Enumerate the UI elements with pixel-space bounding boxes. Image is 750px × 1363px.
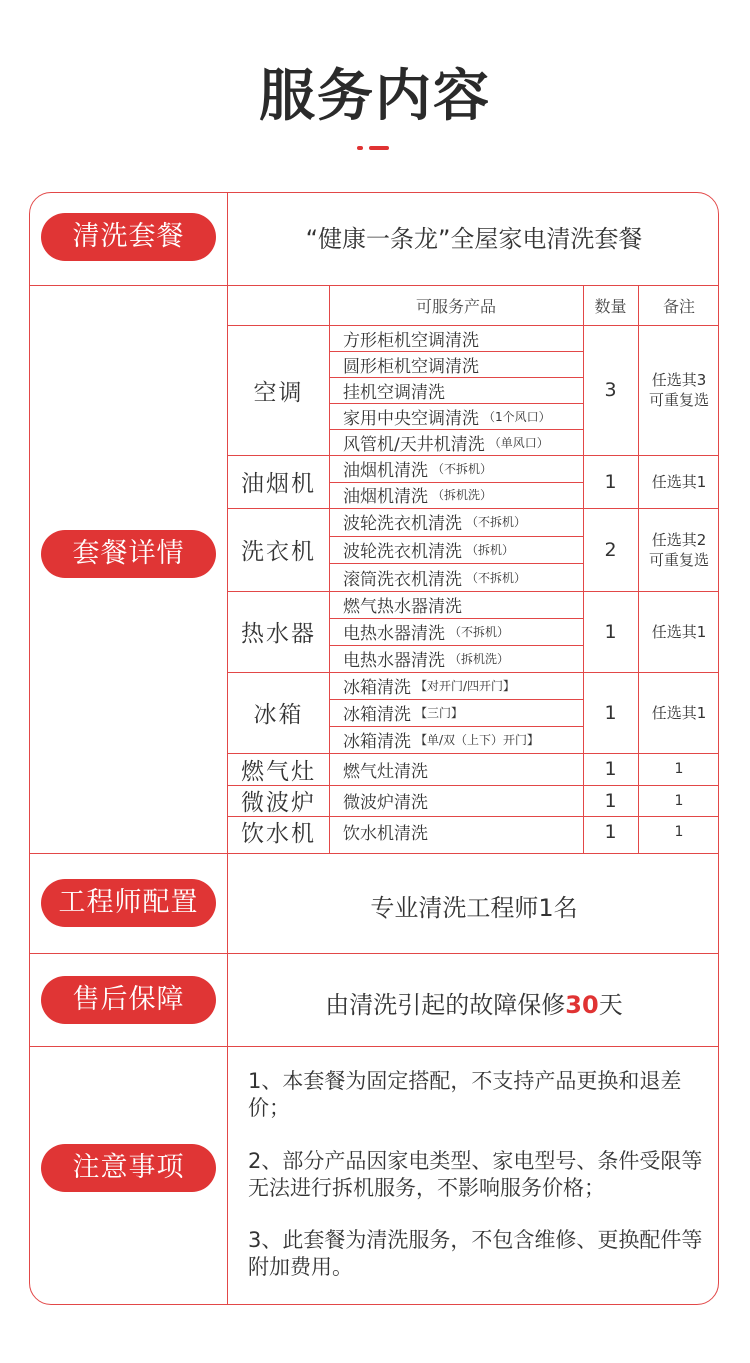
product-name: 波轮洗衣机清洗 <box>343 514 462 535</box>
note-item: 2、部分产品因家电类型、家电型号、条件受限等无法进行拆机服务，不影响服务价格； <box>248 1149 703 1200</box>
product-item <box>329 699 583 726</box>
product-note: （不拆机） <box>466 570 527 585</box>
details-label: 套餐详情 <box>41 530 216 578</box>
remark-value: 1 <box>674 761 684 777</box>
product-name: 油烟机清洗 <box>343 460 428 481</box>
product-note: （拆机） <box>466 542 515 557</box>
product-name: 电热水器清洗 <box>343 651 445 671</box>
product-item <box>329 325 583 351</box>
category-label: 空调 <box>253 379 304 406</box>
product-name: 冰箱清洗 <box>343 705 411 725</box>
quantity-value: 1 <box>604 470 617 493</box>
product-name: 方形柜机空调清洗 <box>343 330 479 351</box>
product-name: 家用中央空调清洗 <box>343 408 479 429</box>
product-name: 挂机空调清洗 <box>343 382 445 403</box>
product-name: 燃气热水器清洗 <box>343 597 462 617</box>
product-note: （不拆机） <box>432 461 493 476</box>
category-label: 饮水机 <box>241 821 316 847</box>
product-note: （拆机洗） <box>449 652 510 666</box>
package-detail-table <box>228 285 719 853</box>
package-value: “健康一条龙”全屋家电清洗套餐 <box>305 225 643 253</box>
product-note: （1个风口） <box>483 409 551 424</box>
product-name: 圆形柜机空调清洗 <box>343 356 479 377</box>
remark-value: 任选其1 <box>651 472 707 491</box>
row-divider <box>30 1046 719 1047</box>
quantity-value: 1 <box>604 820 617 843</box>
remark-value: 任选其2 可重复选 <box>648 530 709 569</box>
product-note: （单风口） <box>488 435 549 450</box>
product-item <box>329 536 583 564</box>
engineer-label: 工程师配置 <box>41 879 216 927</box>
title-deco-dash <box>369 146 389 150</box>
product-name: 滚筒洗衣机清洗 <box>343 569 462 590</box>
category-label: 油烟机 <box>241 471 316 497</box>
product-note: （拆机洗） <box>432 488 493 503</box>
header-product: 可服务产品 <box>415 296 496 316</box>
product-name: 油烟机清洗 <box>343 487 428 508</box>
product-item <box>329 403 583 429</box>
notes-label: 注意事项 <box>41 1144 216 1192</box>
remark-value: 任选其3 可重复选 <box>648 371 709 409</box>
product-item <box>329 482 583 509</box>
product-name: 冰箱清洗 <box>343 732 411 752</box>
row-divider <box>30 953 719 954</box>
product-note: （不拆机） <box>449 625 510 639</box>
note-item: 1、本套餐为固定搭配，不支持产品更换和退差价； <box>248 1069 682 1120</box>
warranty-label: 售后保障 <box>41 976 216 1024</box>
quantity-value: 1 <box>604 758 617 780</box>
note-item: 3、此套餐为清洗服务，不包含维修、更换配件等附加费用。 <box>248 1228 703 1279</box>
remark-value: 1 <box>674 792 684 809</box>
warranty-suffix: 天 <box>598 991 623 1019</box>
remark-value: 1 <box>674 823 684 840</box>
header-qty: 数量 <box>594 296 627 316</box>
product-note: 【对开门/四开门】 <box>415 679 516 693</box>
product-item <box>329 672 583 699</box>
product-item <box>329 429 583 455</box>
row-divider <box>30 853 719 854</box>
product-item <box>329 377 583 403</box>
product-name: 电热水器清洗 <box>343 624 445 644</box>
product-item <box>329 785 583 816</box>
product-item <box>329 455 583 482</box>
product-name: 波轮洗衣机清洗 <box>343 541 462 562</box>
remark-value: 任选其1 <box>651 622 707 641</box>
title-deco-dot <box>357 146 363 150</box>
product-item <box>329 753 583 785</box>
remark-value: 任选其1 <box>651 703 707 722</box>
header-remark: 备注 <box>662 296 695 316</box>
product-item <box>329 816 583 847</box>
product-note: 【三门】 <box>415 706 464 720</box>
quantity-value: 3 <box>604 379 617 401</box>
service-card <box>29 192 719 1305</box>
product-item <box>329 591 583 618</box>
quantity-value: 2 <box>604 538 617 561</box>
product-note: （不拆机） <box>466 515 527 530</box>
category-label: 洗衣机 <box>241 539 316 565</box>
warranty-prefix: 由清洗引起的故障保修 <box>325 991 566 1019</box>
product-name: 燃气灶清洗 <box>343 761 428 782</box>
product-item <box>329 351 583 377</box>
product-name: 微波炉清洗 <box>343 793 428 813</box>
product-item <box>329 508 583 536</box>
product-item <box>329 645 583 672</box>
quantity-value: 1 <box>604 620 617 643</box>
product-name: 风管机/天井机清洗 <box>343 434 485 455</box>
category-label: 冰箱 <box>253 702 304 728</box>
warranty-value <box>228 985 719 1020</box>
category-label: 燃气灶 <box>241 758 316 785</box>
package-label: 清洗套餐 <box>41 213 216 261</box>
warranty-days: 30 <box>565 991 599 1019</box>
page-title: 服务内容 <box>259 64 491 129</box>
quantity-value: 1 <box>604 701 617 724</box>
category-label: 微波炉 <box>241 790 316 816</box>
product-item <box>329 726 583 753</box>
product-name: 饮水机清洗 <box>343 824 428 844</box>
product-item <box>329 563 583 591</box>
category-label: 热水器 <box>241 621 316 647</box>
product-note: 【单/双（上下）开门】 <box>415 733 540 747</box>
quantity-value: 1 <box>604 789 617 812</box>
product-name: 冰箱清洗 <box>343 678 411 698</box>
product-item <box>329 618 583 645</box>
engineer-value: 专业清洗工程师1名 <box>370 894 578 922</box>
